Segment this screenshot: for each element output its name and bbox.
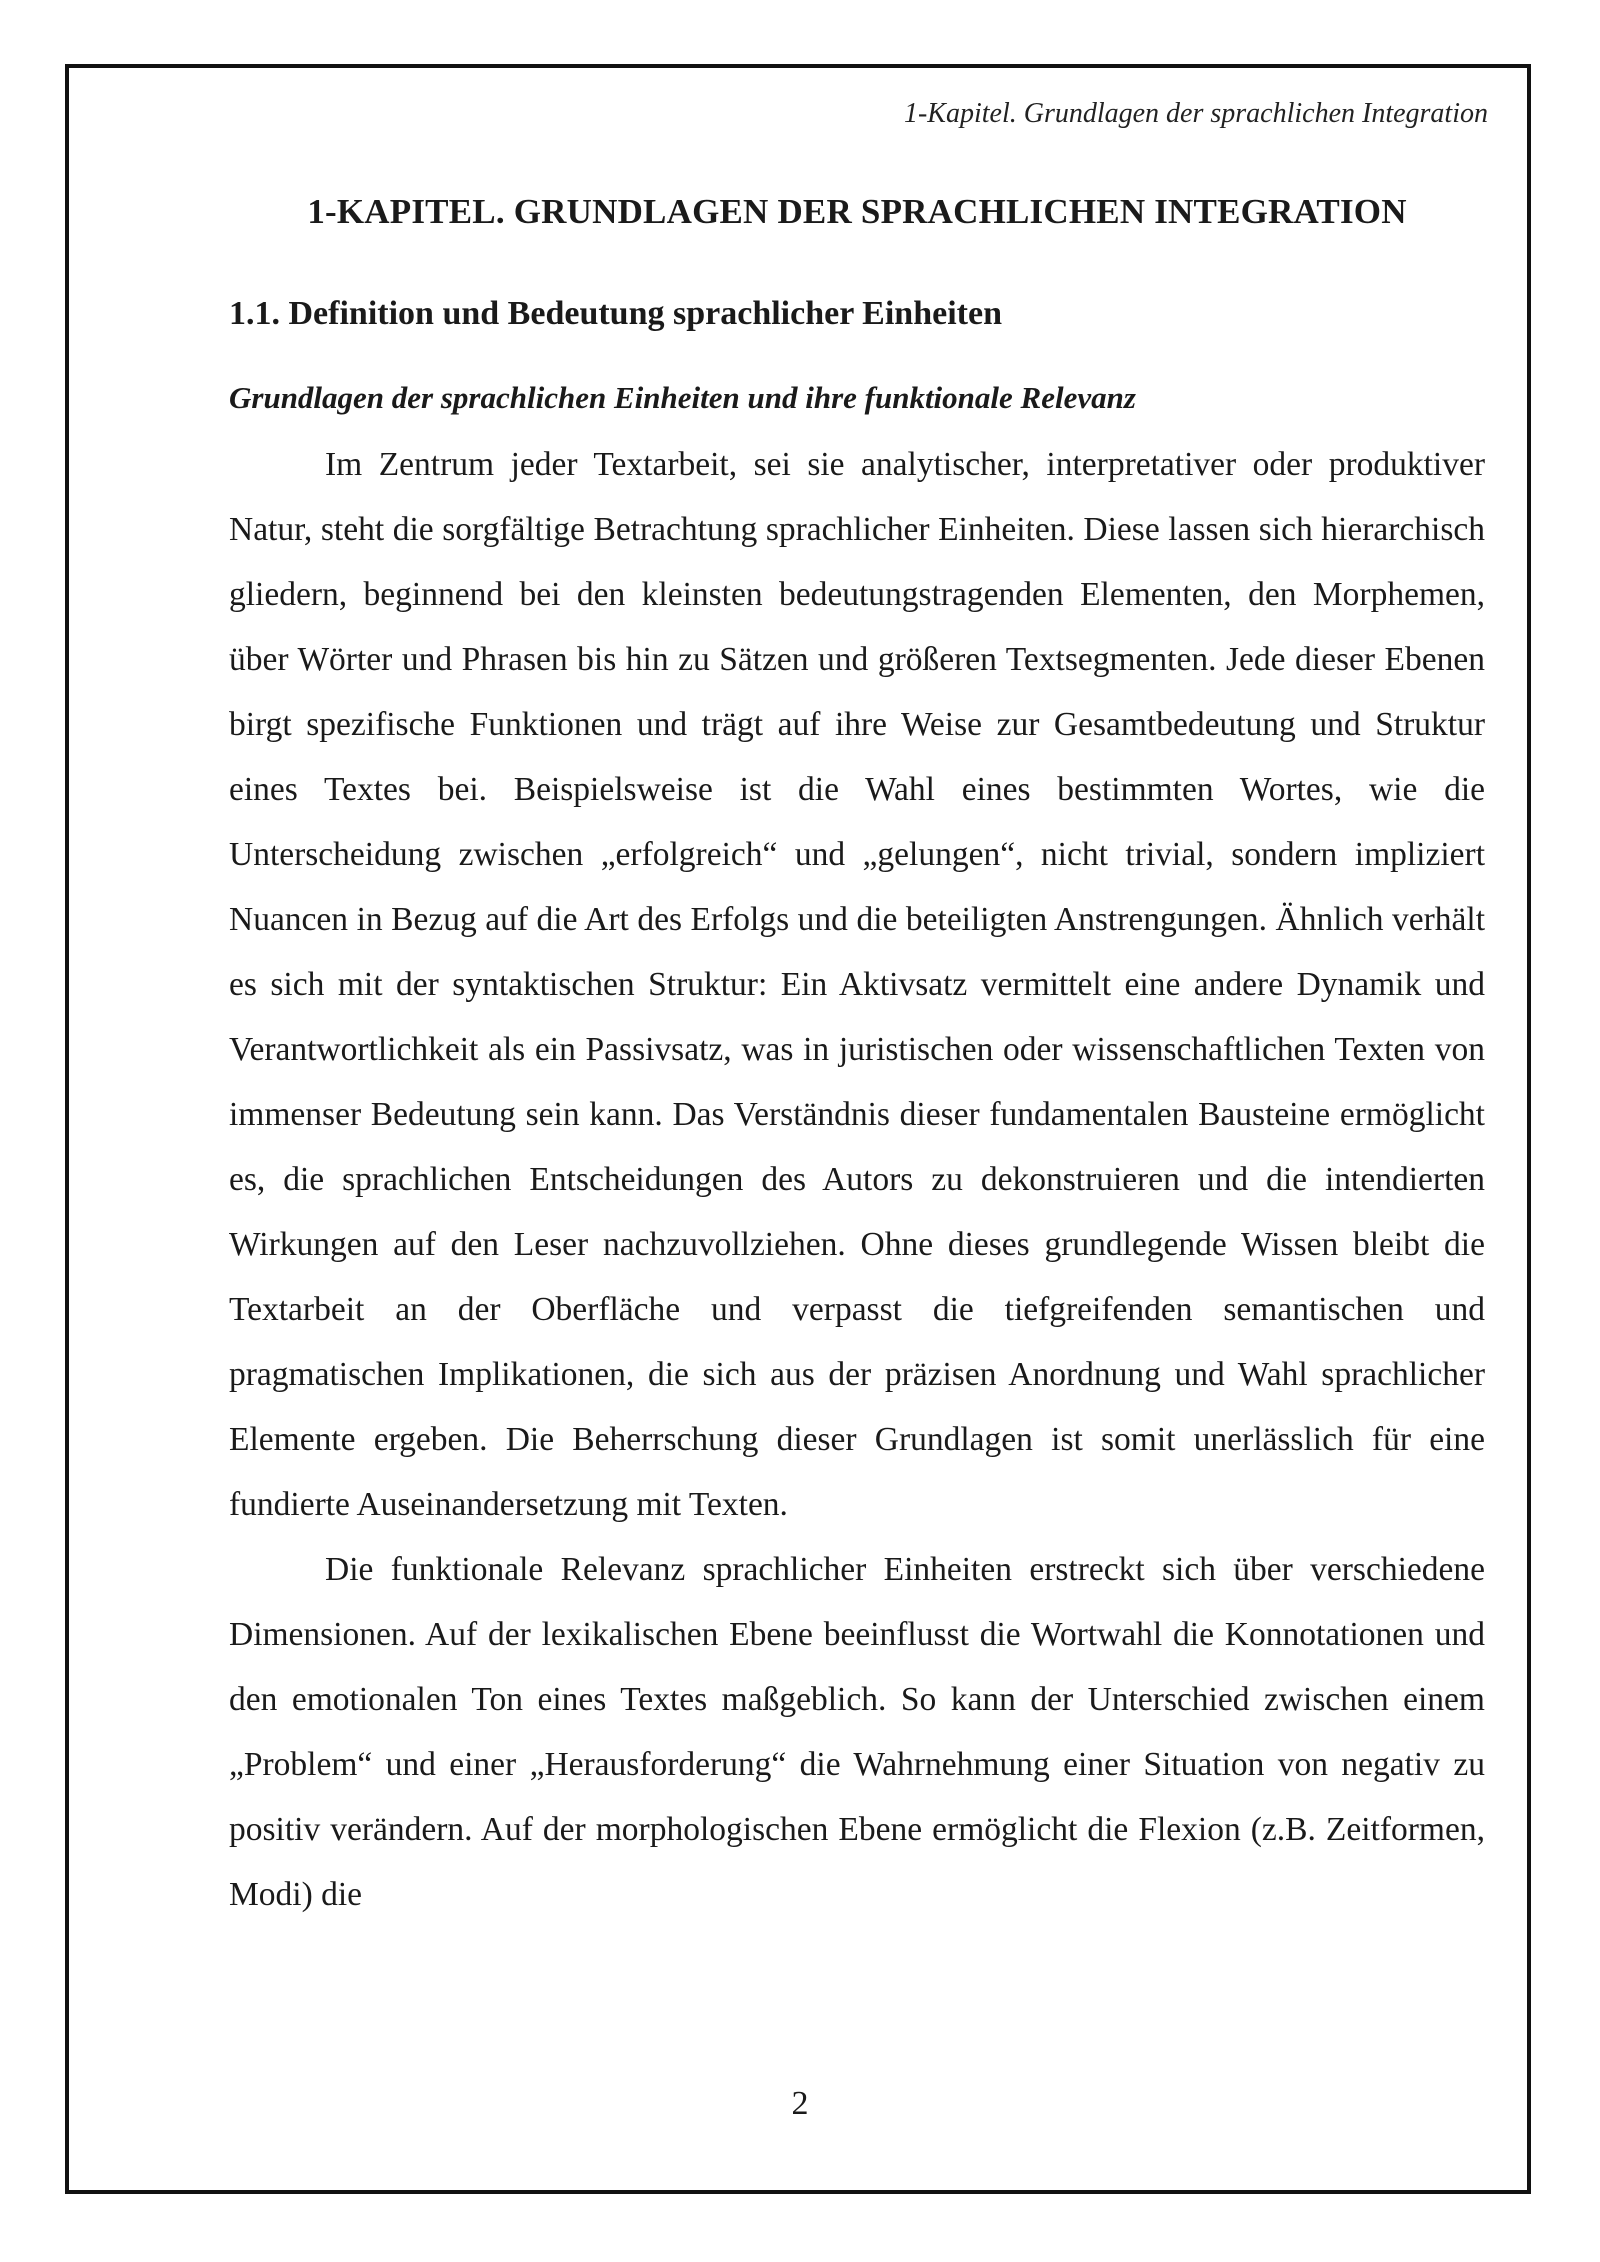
body-paragraph-2: Die funktionale Relevanz sprachlicher Einheiten erstreckt sich über verschiedene Dimensionen. Auf der lexikalischen Ebene beeinflusst die Wortwahl die Konnotationen und den emotionalen Ton eines Textes maßgeblich. So kann der Unterschied zwischen einem „Problem“ und einer „Herausforderung“ die Wahrnehmung einer Situation von negativ zu positiv verändern. Auf der morphologischen Ebene ermöglicht die Flexion (z.B. Zeitformen, Modi) die [229,1551,1485,1913]
page-number: 2 [791,2085,809,2122]
subsection-heading: Grundlagen der sprachlichen Einheiten und ihre funktionale Relevanz [229,380,1136,415]
chapter-title: 1-KAPITEL. GRUNDLAGEN DER SPRACHLICHEN INTEGRATION [307,192,1407,231]
section-heading: 1.1. Definition und Bedeutung sprachlicher Einheiten [229,295,1002,332]
body-paragraph-1: Im Zentrum jeder Textarbeit, sei sie analytischer, interpretativer oder produktiver Natur, steht die sorgfältige Betrachtung sprachlicher Einheiten. Diese lassen sich hierarchisch gliedern, beginnend bei den kleinsten bedeutungstragenden Elementen, den Morphemen, über Wörter und Phrasen bis hin zu Sätzen und größeren Textsegmenten. Jede dieser Ebenen birgt spezifische Funktionen und trägt auf ihre Weise zur Gesamtbedeutung und Struktur eines Textes bei. Beispielsweise ist die Wahl eines bestimmten Wortes, wie die Unterscheidung zwischen „erfolgreich“ und „gelungen“, nicht trivial, sondern impliziert Nuancen in Bezug auf die Art des Erfolgs und die beteiligten Anstrengungen. Ähnlich verhält es sich mit der syntaktischen Struktur: Ein Aktivsatz vermittelt eine andere Dynamik und Verantwortlichkeit als ein Passivsatz, was in juristischen oder wissenschaftlichen Texten von immenser Bedeutung sein kann. Das Verständnis dieser fundamentalen Bausteine ermöglicht es, die sprachlichen Entscheidungen des Autors zu dekonstruieren und die intendierten Wirkungen auf den Leser nachzuvollziehen. Ohne dieses grundlegende Wissen bleibt die Textarbeit an der Oberfläche und verpasst die tiefgreifenden semantischen und pragmatischen Implikationen, die sich aus der präzisen Anordnung und Wahl sprachlicher Elemente ergeben. Die Beherrschung dieser Grundlagen ist somit unerlässlich für eine fundierte Auseinandersetzung mit Texten. [229,446,1485,1523]
running-header: 1-Kapitel. Grundlagen der sprachlichen Integration [903,98,1488,129]
page-content [229,180,1485,1927]
